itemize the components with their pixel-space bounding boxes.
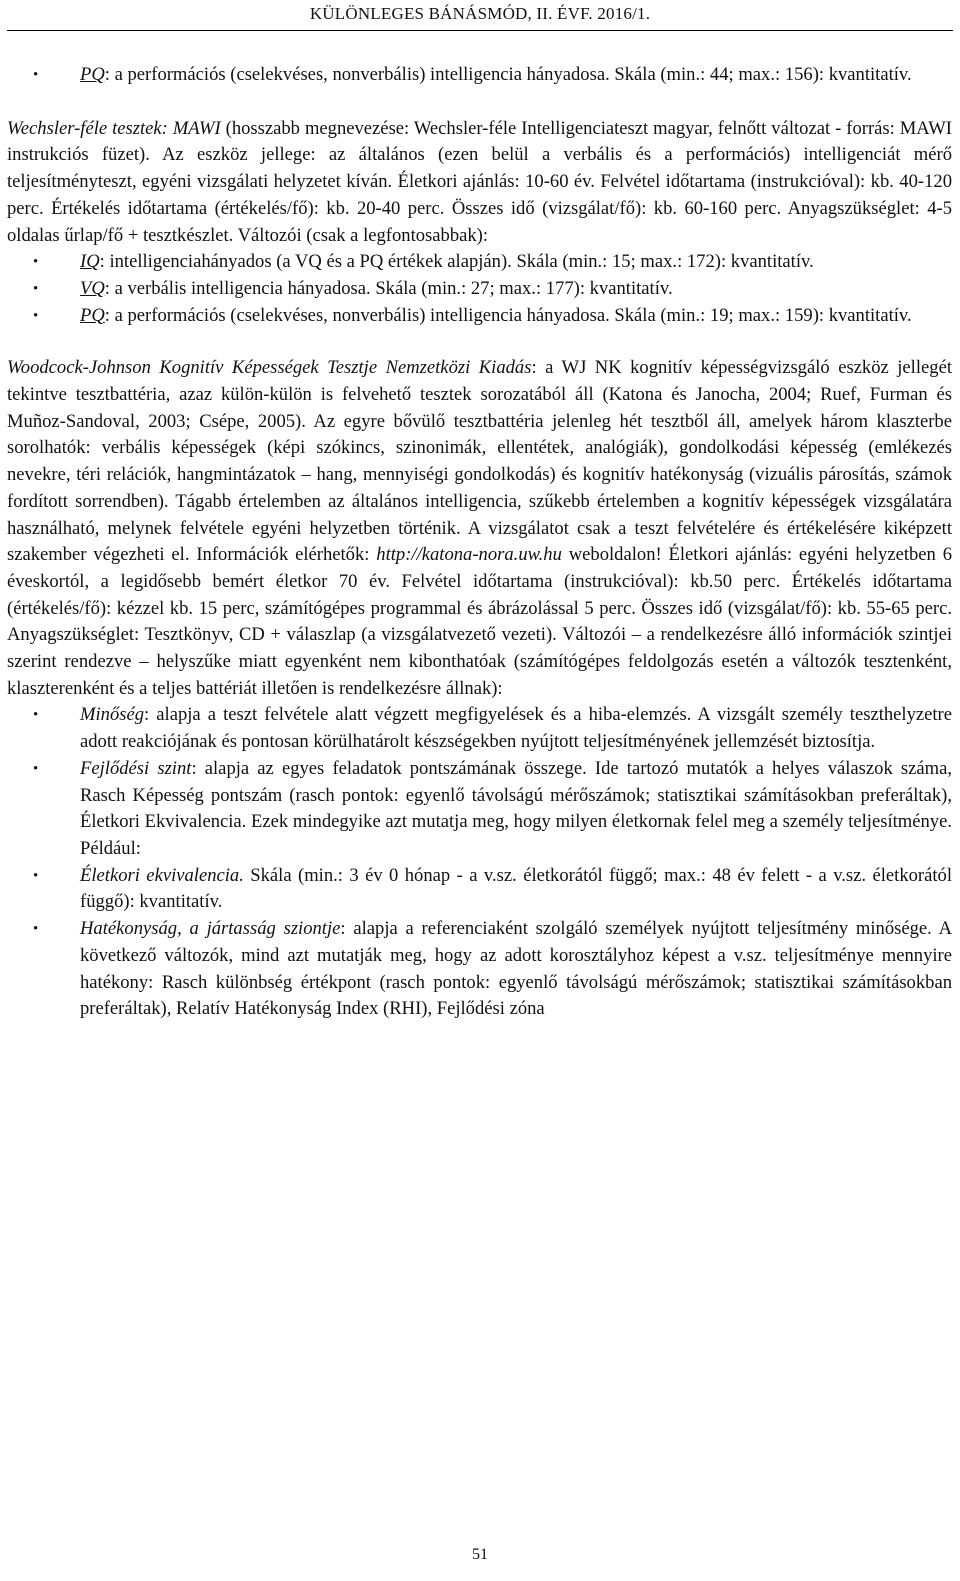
bullet-icon: • xyxy=(33,280,39,297)
list-item xyxy=(7,863,952,916)
wj-text: : a WJ NK kognitív képességvizsgáló eszköz jellegét tekintve tesztbattéria, azaz külön-külön is felvehető tesztek sorozatából áll (Katona és Janocha, 2004; Ruef, Furman és Muñoz-Sandoval, 2003; Csépe, 2005). Az egyre bővülő tesztbattéria jelenleg hét tesztből áll, amelyek három klaszterbe sorolhatók: verbális képességek (képi szókincs, szinonimák, ellentétek, analógiák), gondolkodási képesség (emlékezés nevekre, téri relációk, hangmintázatok – hang, mennyiségi gondolkodás) és kognitív hatékonyság (vizuális párosítás, számok fordított sorrendben). Tágabb értelemben az általános intelligencia, szűkebb értelemben a kognitív képességek vizsgálatára használható, melynek felvétele egyéni helyzetben történik. A vizsgálatot csak a teszt felvételére és értékelésére kiképzett szakember végezheti el. Információk elérhetők: xyxy=(7,357,952,566)
page-body xyxy=(7,62,952,1023)
list-item xyxy=(7,303,952,330)
item-term: IQ xyxy=(80,251,100,273)
wechsler-text: (hosszabb megnevezése: Wechsler-féle Intelligenciateszt magyar, felnőtt változat - forrás: MAWI instrukciós füzet). Az eszköz jellege: az általános (ezen belül a verbális és a performációs) intelligenciát mérő teljesítményteszt, egyéni vizsgálati helyzetet kíván. Életkori ajánlás: 10-60 év. Felvétel időtartama (instrukcióval): kb. 40-120 perc. Értékelés időtartama (értékelés/fő): kb. 20-40 perc. Összes idő (vizsgálat/fő): kb. 60-160 perc. Anyagszükséglet: 4-5 oldalas űrlap/fő + tesztkészlet. Változói (csak a legfontosabbak): xyxy=(7,117,952,246)
bullet-icon: • xyxy=(33,921,39,938)
wj-title: Woodcock-Johnson Kognitív Képességek Tesztje Nemzetközi Kiadás xyxy=(7,357,532,379)
item-text: : alapja a referenciaként szolgáló személyek nyújtott teljesítmény minősége. A következő változók, mind azt mutatják meg, hogy az adott korosztályhoz képest a v.sz. teljesítménye mennyire hatékony: Rasch különbség értékpont (rasch pontok: egyenlő távolságú mérőszámok; statisztikai számításokban preferáltak), Relatív Hatékonyság Index (RHI), Fejlődési zóna xyxy=(80,918,952,1020)
header-rule xyxy=(7,30,953,31)
item-text: : intelligenciahányados (a VQ és a PQ értékek alapján). Skála (min.: 15; max.: 172): kvantitatív. xyxy=(99,251,814,273)
bullet-icon: • xyxy=(33,760,39,777)
item-term: VQ xyxy=(80,277,105,299)
list-item xyxy=(7,62,952,89)
item-term: Minőség xyxy=(80,704,145,726)
wj-text-continued: weboldalon! Életkori ajánlás: egyéni helyzetben 6 éveskortól, a legidősebb bemért életkor 70 év. Felvétel időtartama (instrukcióval): kb.50 perc. Értékelés időtartama (értékelés/fő): kézzel kb. 15 perc, számítógépes programmal és ábrázolással 5 perc. Összes idő (vizsgálat/fő): kb. 55-65 perc. Anyagszükséglet: Tesztkönyv, CD + válaszlap (a vizsgálatvezető vezeti). Változói – a rendelkezésre álló információk szintjei szerint rendezve – helyszűke miatt egyenként nem kibonthatóak (számítógépes feldolgozás esetén a változók tesztenként, klaszterenként és a teljes battériát illetően is rendelkezésre állnak): xyxy=(7,544,953,699)
spacer xyxy=(7,89,952,116)
bullet-icon: • xyxy=(33,307,39,324)
list-item xyxy=(7,702,952,755)
list-item xyxy=(7,916,952,1023)
bullet-icon: • xyxy=(33,867,39,884)
page-number: 51 xyxy=(472,1546,488,1563)
item-term: Fejlődési szint xyxy=(80,757,192,779)
bullet-icon: • xyxy=(33,254,39,271)
info-link[interactable]: http://katona-nora.uw.hu xyxy=(376,544,562,566)
item-text: : a performációs (cselekvéses, nonverbális) intelligencia hányadosa. Skála (min.: 19; max.: 159): kvantitatív. xyxy=(104,304,912,326)
running-header: KÜLÖNLEGES BÁNÁSMÓD, II. ÉVF. 2016/1. xyxy=(309,4,651,23)
item-text: : alapja a teszt felvétele alatt végzett megfigyelések és a hiba-elemzés. A vizsgált személy teszthelyzetre adott reakciójának és pontosan körülhatárolt készségekben nyújtott teljesítményének jellemzését biztosítja. xyxy=(80,704,952,753)
item-text: : a performációs (cselekvéses, nonverbális) intelligencia hányadosa. Skála (min.: 44; max.: 156): kvantitatív. xyxy=(104,64,912,85)
pq-list xyxy=(7,62,952,89)
wechsler-title: Wechsler-féle tesztek: MAWI xyxy=(7,117,221,139)
item-term: PQ xyxy=(80,304,105,326)
list-item xyxy=(7,756,952,863)
wj-paragraph xyxy=(7,355,952,702)
wechsler-variables-list xyxy=(7,249,952,329)
item-term: Életkori ekvivalencia. xyxy=(80,864,244,886)
item-text: : alapja az egyes feladatok pontszámának összege. Ide tartozó mutatók a helyes válaszok száma, Rasch Képesség pontszám (rasch pontok: egyenlő távolságú mérőszámok; statisztikai számításokban preferáltak), Életkori Ekvivalencia. Ezek mindegyike azt mutatja meg, hogy milyen életkornak felel meg a személy teljesítménye. Például: xyxy=(80,757,952,859)
wechsler-paragraph xyxy=(7,116,952,250)
list-item xyxy=(7,249,952,276)
item-text: : a verbális intelligencia hányadosa. Skála (min.: 27; max.: 177): kvantitatív. xyxy=(104,277,673,299)
wj-variables-list xyxy=(7,702,952,1022)
bullet-icon: • xyxy=(33,707,39,724)
bullet-icon: • xyxy=(33,67,39,83)
item-text: Skála (min.: 3 év 0 hónap - a v.sz. életkorától függő; max.: 48 év felett - a v.sz. életkorától függő): kvantitatív. xyxy=(80,864,952,913)
item-term: PQ xyxy=(80,64,105,85)
item-term: Hatékonyság, a jártasság sziontje xyxy=(80,918,341,940)
list-item xyxy=(7,276,952,303)
spacer xyxy=(7,329,952,355)
